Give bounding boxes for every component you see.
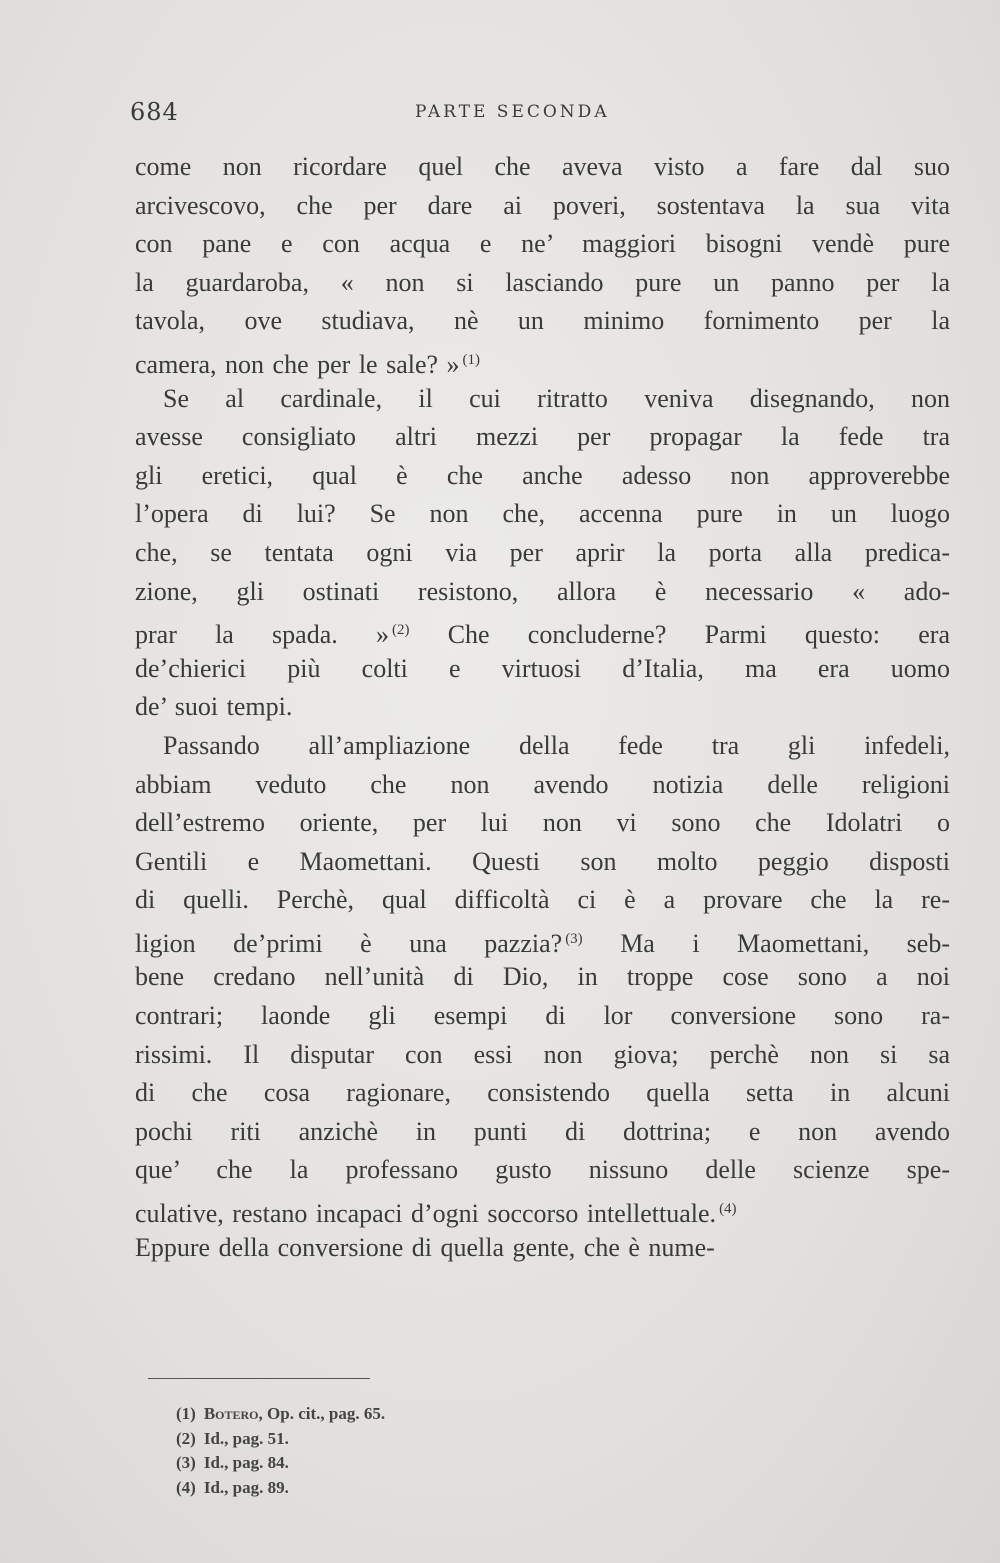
- text-line: de’chierici più colti e virtuosi d’Italia, ma era uomo: [135, 653, 950, 683]
- footnote: [176, 1402, 385, 1427]
- text-line: Se al cardinale, il cui ritratto veniva disegnando, non: [163, 383, 950, 413]
- text-line: [135, 341, 950, 380]
- text-segment: camera, non che per le sale? »: [135, 349, 460, 379]
- footnotes: [176, 1402, 385, 1500]
- text-segment: prar la spada. »: [135, 620, 389, 650]
- footnote-number: (2): [176, 1428, 196, 1448]
- footnote-ref: (3): [565, 930, 583, 947]
- text-line: l’opera di lui? Se non che, accenna pure in un luogo: [135, 499, 950, 529]
- footnote-text: , Op. cit., pag. 65.: [258, 1404, 386, 1423]
- text-line: [135, 920, 950, 959]
- text-line: que’ che la professano gusto nissuno delle scienze spe-: [135, 1155, 950, 1185]
- footnote-text: Id., pag. 84.: [203, 1453, 289, 1472]
- footnote-number: (1): [176, 1404, 196, 1423]
- text-line: dell’estremo oriente, per lui non vi sono che Idolatri o: [135, 808, 950, 838]
- footnote-author: Botero: [203, 1404, 259, 1423]
- text-line: con pane e con acqua e ne’ maggiori bisogni vendè pure: [135, 229, 950, 259]
- footnote: [176, 1451, 385, 1476]
- footnote-ref: (4): [719, 1201, 737, 1218]
- text-line: che, se tentata ogni via per aprir la porta alla predica-: [135, 537, 950, 567]
- body-text: [135, 148, 950, 1267]
- text-line: de’ suoi tempi.: [135, 692, 293, 722]
- text-segment: culative, restano incapaci d’ogni soccorso intellettuale.: [135, 1199, 717, 1229]
- text-line: Passando all’ampliazione della fede tra gli infedeli,: [163, 730, 950, 760]
- footnote-text: Id., pag. 89.: [203, 1477, 289, 1497]
- footnote-ref: (2): [391, 622, 410, 639]
- text-line: di quelli. Perchè, qual difficoltà ci è a provare che la re-: [135, 885, 950, 915]
- footnote-text: Id., pag. 51.: [203, 1428, 289, 1448]
- footnote: [176, 1427, 385, 1452]
- text-segment: ligion de’primi è una pazzia?: [135, 928, 563, 958]
- footnote-number: (4): [176, 1477, 196, 1497]
- footnote-divider: [148, 1378, 370, 1379]
- text-line: la guardaroba, « non si lasciando pure un panno per la: [135, 267, 950, 297]
- text-line: zione, gli ostinati resistono, allora è necessario « ado-: [135, 576, 950, 606]
- text-line: di che cosa ragionare, consistendo quella setta in alcuni: [135, 1078, 950, 1108]
- page-header: [130, 98, 940, 138]
- footnote: [176, 1476, 385, 1501]
- text-line: gli eretici, qual è che anche adesso non approverebbe: [135, 460, 950, 490]
- text-line: avesse consigliato altri mezzi per propagar la fede tra: [135, 422, 950, 452]
- page-number: 684: [130, 98, 179, 126]
- text-line: tavola, ove studiava, nè un minimo fornimento per la: [135, 306, 950, 336]
- footnote-number: (3): [176, 1453, 196, 1472]
- running-head: PARTE SECONDA: [415, 102, 610, 122]
- text-line: contrari; laonde gli esempi di lor conversione sono ra-: [135, 1001, 950, 1031]
- text-line: [135, 611, 950, 650]
- text-line: rissimi. Il disputar con essi non giova; perchè non si sa: [135, 1039, 950, 1069]
- footnote-ref: (1): [462, 351, 481, 368]
- text-line: [135, 1190, 950, 1229]
- text-line: come non ricordare quel che aveva visto a fare dal suo: [135, 152, 950, 181]
- text-line: abbiam veduto che non avendo notizia delle religioni: [135, 769, 950, 799]
- text-line: pochi riti anzichè in punti di dottrina; e non avendo: [135, 1116, 950, 1146]
- text-segment: Ma i Maomettani, seb-: [620, 928, 951, 958]
- text-line: arcivescovo, che per dare ai poveri, sostentava la sua vita: [135, 190, 950, 220]
- text-line: Gentili e Maomettani. Questi son molto peggio disposti: [135, 846, 950, 876]
- text-line: Eppure della conversione di quella gente, che è nume-: [135, 1232, 715, 1262]
- text-line: bene credano nell’unità di Dio, in troppe cose sono a noi: [135, 962, 950, 992]
- text-segment: Che concluderne? Parmi questo: era: [447, 620, 950, 650]
